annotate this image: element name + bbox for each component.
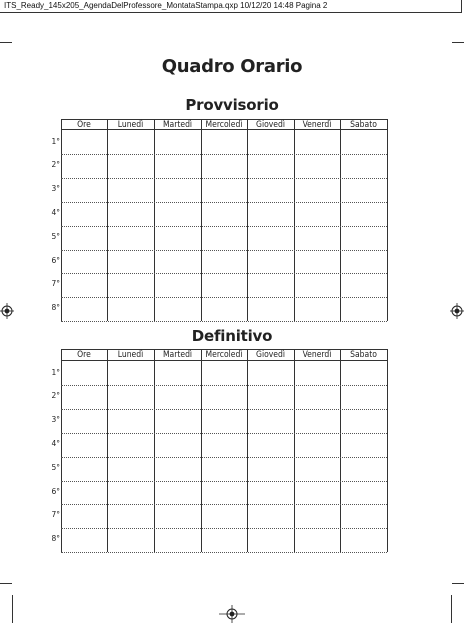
column-header: Sabato — [350, 349, 377, 360]
table-row-dotted-line — [61, 202, 387, 203]
row-label: 1° — [51, 367, 60, 377]
table-row-dotted-line — [61, 433, 387, 434]
column-header: Sabato — [350, 119, 377, 130]
row-label: 4° — [51, 438, 60, 448]
crop-mark-bottom-left-vertical — [12, 595, 13, 623]
table-column-line-provvisorio — [340, 119, 341, 321]
row-label: 2° — [51, 391, 60, 401]
crop-mark-bottom-right-vertical — [451, 595, 452, 623]
crop-mark-top-left — [0, 42, 12, 43]
table-row-dotted-line — [61, 297, 387, 298]
column-header: Venerdì — [302, 349, 332, 360]
row-label: 5° — [51, 231, 60, 241]
registration-mark-left-icon — [0, 303, 14, 319]
table-column-line-provvisorio — [387, 119, 388, 321]
table-column-line-definitivo — [340, 349, 341, 552]
table-row-dotted-line — [61, 481, 387, 482]
table-column-line-definitivo — [201, 349, 202, 552]
row-label: 5° — [51, 462, 60, 472]
row-label: 6° — [51, 486, 60, 496]
table-column-line-definitivo — [107, 349, 108, 552]
column-header: Martedì — [162, 119, 193, 130]
table-row-dotted-line — [61, 273, 387, 274]
table-row-dotted-line — [61, 154, 387, 155]
column-header: Giovedì — [256, 349, 285, 360]
row-label: 3° — [51, 415, 60, 425]
row-label: 4° — [51, 207, 60, 217]
table-row-dotted-line — [61, 385, 387, 386]
section-title-provvisorio: Provvisorio — [185, 96, 279, 114]
table-row-dotted-line — [61, 504, 387, 505]
table-column-line-definitivo — [247, 349, 248, 552]
row-label: 6° — [51, 255, 60, 265]
column-header: Ore — [77, 349, 91, 360]
row-label: 1° — [51, 136, 60, 146]
column-header: Lunedì — [117, 349, 144, 360]
crop-mark-bottom-left — [0, 583, 12, 584]
column-header: Martedì — [162, 349, 193, 360]
table-row-dotted-line — [61, 528, 387, 529]
table-column-line-definitivo — [61, 349, 62, 552]
table-header-bottom-line-definitivo — [61, 360, 387, 361]
table-column-line-provvisorio — [247, 119, 248, 321]
row-label: 2° — [51, 160, 60, 170]
row-label: 8° — [51, 534, 60, 544]
table-row-dotted-line — [61, 178, 387, 179]
row-label: 7° — [51, 510, 60, 520]
row-label: 8° — [51, 303, 60, 313]
table-column-line-provvisorio — [107, 119, 108, 321]
table-row-dotted-line — [61, 321, 387, 322]
crop-mark-bottom-right — [452, 583, 464, 584]
table-column-line-definitivo — [294, 349, 295, 552]
table-column-line-provvisorio — [294, 119, 295, 321]
crop-mark-top-right — [452, 42, 464, 43]
table-row-dotted-line — [61, 250, 387, 251]
column-header: Giovedì — [256, 119, 285, 130]
table-row-dotted-line — [61, 457, 387, 458]
table-row-dotted-line — [61, 552, 387, 553]
table-row-dotted-line — [61, 409, 387, 410]
table-row-dotted-line — [61, 226, 387, 227]
row-label: 7° — [51, 279, 60, 289]
column-header: Lunedì — [117, 119, 144, 130]
table-column-line-definitivo — [387, 349, 388, 552]
table-column-line-provvisorio — [61, 119, 62, 321]
column-header: Mercoledì — [205, 119, 243, 130]
table-column-line-provvisorio — [201, 119, 202, 321]
table-column-line-provvisorio — [154, 119, 155, 321]
column-header: Mercoledì — [205, 349, 243, 360]
row-label: 3° — [51, 184, 60, 194]
registration-mark-right-icon — [450, 303, 464, 319]
print-slug-line: ITS_Ready_145x205_AgendaDelProfessore_MontataStampa.qxp 10/12/20 14:48 Pagina 2 — [0, 0, 462, 13]
table-column-line-definitivo — [154, 349, 155, 552]
column-header: Ore — [77, 119, 91, 130]
column-header: Venerdì — [302, 119, 332, 130]
page-title: Quadro Orario — [161, 56, 303, 77]
section-title-definitivo: Definitivo — [191, 327, 273, 345]
registration-mark-bottom-icon — [219, 603, 245, 623]
